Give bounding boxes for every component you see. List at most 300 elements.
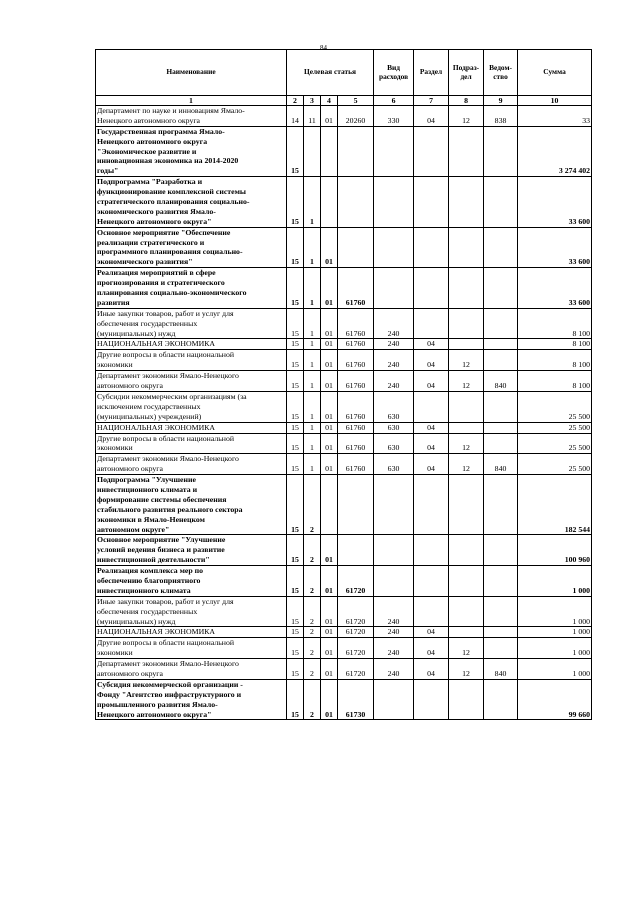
row-name [96, 177, 287, 227]
column-number: 3 [304, 96, 321, 106]
target-code-4: 61720 [338, 566, 374, 597]
budget-table [95, 49, 592, 720]
row-name [96, 566, 287, 597]
vedomstvo-cell: 840 [484, 454, 518, 475]
razdel-cell [414, 268, 449, 309]
vid-cell: 240 [374, 371, 414, 392]
target-code-3: 01 [321, 659, 338, 680]
row-name-line: Реализация комплекса мер по [97, 566, 204, 576]
summa-cell: 25 500 [518, 422, 592, 433]
row-name [96, 371, 287, 392]
target-code-2: 2 [304, 596, 321, 627]
target-code-2: 1 [304, 433, 321, 454]
row-name-line: Основное мероприятие "Обеспечение [97, 227, 231, 237]
table-row [96, 126, 592, 176]
razdel-cell: 04 [414, 638, 449, 659]
target-code-2: 1 [304, 227, 321, 268]
target-code-1: 15 [287, 566, 304, 597]
vid-cell: 630 [374, 433, 414, 454]
podrazdel-cell: 12 [449, 433, 484, 454]
column-number: 4 [321, 96, 338, 106]
row-name-line: автономном округе" [97, 524, 170, 534]
target-code-2: 1 [304, 350, 321, 371]
column-number: 9 [484, 96, 518, 106]
target-code-2: 1 [304, 454, 321, 475]
target-code-1: 15 [287, 227, 304, 268]
row-name-line: НАЦИОНАЛЬНАЯ ЭКОНОМИКА [97, 339, 216, 349]
row-name [96, 535, 287, 566]
target-code-4: 61720 [338, 659, 374, 680]
target-code-2 [304, 126, 321, 176]
row-name-line: Ненецкого автономного округа [97, 136, 208, 146]
column-number-row [96, 96, 592, 106]
razdel-cell [414, 391, 449, 422]
row-name-line: автономного округа [97, 464, 163, 474]
vedomstvo-cell [484, 422, 518, 433]
target-code-4: 61760 [338, 268, 374, 309]
summa-cell: 1 000 [518, 596, 592, 627]
row-name-line: Основное мероприятие "Улучшение [97, 535, 226, 545]
target-code-3: 01 [321, 106, 338, 127]
target-code-4: 61760 [338, 339, 374, 350]
column-number: 6 [374, 96, 414, 106]
podrazdel-cell: 12 [449, 454, 484, 475]
row-name-line: инновационная экономика на 2014-2020 [97, 156, 239, 166]
row-name-line: прогнозирования и стратегического [97, 278, 225, 288]
podrazdel-cell [449, 535, 484, 566]
row-name-line: Департамент экономики Ямало-Ненецкого [97, 659, 239, 669]
target-code-1: 15 [287, 350, 304, 371]
row-name [96, 227, 287, 268]
podrazdel-cell [449, 566, 484, 597]
target-code-4 [338, 177, 374, 227]
row-name-line: Департамент экономики Ямало-Ненецкого [97, 454, 239, 464]
vid-cell [374, 475, 414, 535]
vid-cell [374, 126, 414, 176]
summa-cell: 1 000 [518, 659, 592, 680]
target-code-4: 20260 [338, 106, 374, 127]
header-target: Целевая статья [287, 50, 374, 96]
summa-cell: 3 274 402 [518, 126, 592, 176]
vedomstvo-cell [484, 596, 518, 627]
row-name-line: Субсидия некоммерческой организации - [97, 679, 243, 689]
target-code-1: 15 [287, 433, 304, 454]
column-number: 8 [449, 96, 484, 106]
vedomstvo-cell [484, 126, 518, 176]
row-name [96, 268, 287, 309]
vid-cell: 240 [374, 339, 414, 350]
row-name-line: инвестиционной деятельности" [97, 555, 210, 565]
target-code-3: 01 [321, 350, 338, 371]
header-podrazdel: Подраз- дел [449, 50, 484, 96]
table-row [96, 627, 592, 638]
row-name-line: Ненецкого автономного округа" [97, 216, 212, 226]
row-name-line: формирование системы обеспечения [97, 494, 227, 504]
razdel-cell [414, 679, 449, 720]
row-name-line: Ненецкого автономного округа [97, 115, 201, 125]
vid-cell: 240 [374, 596, 414, 627]
summa-cell: 33 600 [518, 227, 592, 268]
row-name [96, 391, 287, 422]
vedomstvo-cell [484, 177, 518, 227]
vedomstvo-cell [484, 433, 518, 454]
column-number: 5 [338, 96, 374, 106]
vedomstvo-cell [484, 308, 518, 339]
target-code-4: 61730 [338, 679, 374, 720]
target-code-4 [338, 126, 374, 176]
vid-cell: 630 [374, 454, 414, 475]
target-code-1: 15 [287, 627, 304, 638]
podrazdel-cell [449, 227, 484, 268]
vid-cell: 330 [374, 106, 414, 127]
table-row [96, 227, 592, 268]
header-razdel: Раздел [414, 50, 449, 96]
summa-cell: 1 000 [518, 638, 592, 659]
column-number: 2 [287, 96, 304, 106]
target-code-3: 01 [321, 638, 338, 659]
podrazdel-cell [449, 422, 484, 433]
razdel-cell: 04 [414, 371, 449, 392]
razdel-cell [414, 227, 449, 268]
target-code-1: 15 [287, 422, 304, 433]
vid-cell: 240 [374, 350, 414, 371]
target-code-3: 01 [321, 454, 338, 475]
row-name-line: Департамент экономики Ямало-Ненецкого [97, 371, 239, 381]
vedomstvo-cell [484, 350, 518, 371]
target-code-4: 61760 [338, 308, 374, 339]
target-code-1: 15 [287, 659, 304, 680]
target-code-4: 61720 [338, 638, 374, 659]
target-code-1: 14 [287, 106, 304, 127]
vid-cell: 630 [374, 391, 414, 422]
target-code-2: 1 [304, 268, 321, 309]
target-code-2: 2 [304, 566, 321, 597]
row-name [96, 126, 287, 176]
table-row [96, 308, 592, 339]
row-name-line: Подпрограмма "Разработка и [97, 177, 203, 187]
vid-cell [374, 679, 414, 720]
header-name: Наименование [96, 50, 287, 96]
target-code-3: 01 [321, 596, 338, 627]
row-name-line: Иные закупки товаров, работ и услуг для [97, 596, 234, 606]
vedomstvo-cell [484, 679, 518, 720]
table-row [96, 475, 592, 535]
header-vid: Вид расходов [374, 50, 414, 96]
razdel-cell [414, 535, 449, 566]
row-name-line: НАЦИОНАЛЬНАЯ ЭКОНОМИКА [97, 422, 216, 432]
row-name-line: реализации стратегического и [97, 237, 205, 247]
row-name-line: стратегического планирования социально- [97, 197, 250, 207]
podrazdel-cell [449, 391, 484, 422]
target-code-1: 15 [287, 454, 304, 475]
target-code-4: 61760 [338, 422, 374, 433]
row-name-line: обеспечения государственных [97, 606, 198, 616]
row-name [96, 627, 287, 638]
target-code-4 [338, 535, 374, 566]
podrazdel-cell [449, 475, 484, 535]
podrazdel-cell [449, 177, 484, 227]
target-code-1: 15 [287, 126, 304, 176]
razdel-cell [414, 308, 449, 339]
target-code-1: 15 [287, 371, 304, 392]
target-code-3 [321, 475, 338, 535]
table-row [96, 339, 592, 350]
target-code-1: 15 [287, 177, 304, 227]
vedomstvo-cell: 838 [484, 106, 518, 127]
summa-cell: 100 960 [518, 535, 592, 566]
summa-cell: 33 600 [518, 177, 592, 227]
header-row [96, 50, 592, 96]
row-name-line: инвестиционного климата и [97, 484, 198, 494]
row-name-line: экономики [97, 648, 133, 658]
podrazdel-cell [449, 627, 484, 638]
target-code-1: 15 [287, 339, 304, 350]
target-code-2: 1 [304, 339, 321, 350]
vedomstvo-cell [484, 391, 518, 422]
summa-cell: 25 500 [518, 391, 592, 422]
table-row [96, 638, 592, 659]
row-name-line: Другие вопросы в области национальной [97, 638, 235, 648]
row-name-line: Государственная программа Ямало- [97, 126, 225, 136]
podrazdel-cell [449, 596, 484, 627]
row-name [96, 596, 287, 627]
target-code-2: 2 [304, 659, 321, 680]
target-code-4: 61720 [338, 596, 374, 627]
table-row [96, 679, 592, 720]
row-name-line: Другие вопросы в области национальной [97, 350, 235, 360]
target-code-1: 15 [287, 638, 304, 659]
razdel-cell [414, 475, 449, 535]
header-summa: Сумма [518, 50, 592, 96]
target-code-3: 01 [321, 679, 338, 720]
vedomstvo-cell [484, 566, 518, 597]
vedomstvo-cell [484, 227, 518, 268]
podrazdel-cell [449, 126, 484, 176]
page-number: 84 [320, 44, 327, 52]
target-code-3: 01 [321, 627, 338, 638]
table-row [96, 391, 592, 422]
summa-cell: 8 100 [518, 308, 592, 339]
summa-cell: 8 100 [518, 339, 592, 350]
row-name [96, 454, 287, 475]
vid-cell: 240 [374, 638, 414, 659]
razdel-cell [414, 566, 449, 597]
vid-cell: 240 [374, 627, 414, 638]
table-row [96, 535, 592, 566]
target-code-1: 15 [287, 308, 304, 339]
row-name-line: планирования социально-экономического [97, 288, 247, 298]
target-code-1: 15 [287, 475, 304, 535]
row-name-line: Ненецкого автономного округа" [97, 709, 212, 719]
row-name-line: Подпрограмма "Улучшение [97, 475, 196, 485]
target-code-1: 15 [287, 596, 304, 627]
target-code-3: 01 [321, 535, 338, 566]
target-code-4: 61760 [338, 371, 374, 392]
row-name [96, 339, 287, 350]
table-row [96, 106, 592, 127]
razdel-cell: 04 [414, 659, 449, 680]
row-name-line: Другие вопросы в области национальной [97, 433, 235, 443]
target-code-4: 61720 [338, 627, 374, 638]
row-name-line: инвестиционного климата [97, 585, 191, 595]
table-row [96, 433, 592, 454]
target-code-2: 2 [304, 475, 321, 535]
table-row [96, 268, 592, 309]
podrazdel-cell [449, 268, 484, 309]
vedomstvo-cell [484, 627, 518, 638]
vedomstvo-cell [484, 268, 518, 309]
razdel-cell: 04 [414, 433, 449, 454]
row-name-line: годы" [97, 166, 119, 176]
vid-cell [374, 535, 414, 566]
target-code-4: 61760 [338, 350, 374, 371]
table-row [96, 454, 592, 475]
target-code-3: 01 [321, 339, 338, 350]
row-name-line: экономического развития" [97, 257, 193, 267]
row-name-line: программного планирования социально- [97, 247, 243, 257]
razdel-cell: 04 [414, 627, 449, 638]
row-name-line: стабильного развития реального сектора [97, 504, 243, 514]
summa-cell: 8 100 [518, 371, 592, 392]
row-name-line: Субсидии некоммерческим организациям (за [97, 391, 247, 401]
row-name-line: условий ведения бизнеса и развитие [97, 545, 225, 555]
summa-cell: 25 500 [518, 433, 592, 454]
target-code-2: 1 [304, 308, 321, 339]
row-name-line: (муниципальных) нужд [97, 328, 176, 338]
target-code-1: 15 [287, 391, 304, 422]
target-code-2: 1 [304, 177, 321, 227]
target-code-3: 01 [321, 268, 338, 309]
target-code-3: 01 [321, 391, 338, 422]
table-row [96, 659, 592, 680]
razdel-cell [414, 596, 449, 627]
target-code-3: 01 [321, 433, 338, 454]
row-name [96, 679, 287, 720]
column-number: 7 [414, 96, 449, 106]
target-code-1: 15 [287, 268, 304, 309]
row-name-line: исключением государственных [97, 401, 201, 411]
target-code-3: 01 [321, 371, 338, 392]
row-name-line: "Экономическое развитие и [97, 146, 197, 156]
target-code-3 [321, 126, 338, 176]
row-name-line: обеспечения государственных [97, 318, 198, 328]
target-code-3 [321, 177, 338, 227]
summa-cell: 182 544 [518, 475, 592, 535]
vedomstvo-cell: 840 [484, 659, 518, 680]
vedomstvo-cell [484, 339, 518, 350]
vedomstvo-cell: 840 [484, 371, 518, 392]
vid-cell [374, 227, 414, 268]
target-code-1: 15 [287, 679, 304, 720]
target-code-3: 01 [321, 422, 338, 433]
target-code-2: 2 [304, 535, 321, 566]
table-body [96, 106, 592, 720]
summa-cell: 1 000 [518, 566, 592, 597]
vedomstvo-cell [484, 475, 518, 535]
target-code-2: 2 [304, 638, 321, 659]
row-name-line: обеспечению благоприятного [97, 575, 201, 585]
vid-cell: 240 [374, 659, 414, 680]
table-row [96, 566, 592, 597]
razdel-cell: 04 [414, 339, 449, 350]
target-code-3: 01 [321, 566, 338, 597]
target-code-2: 1 [304, 422, 321, 433]
row-name-line: экономики [97, 360, 133, 370]
target-code-2: 1 [304, 371, 321, 392]
row-name-line: (муниципальных) нужд [97, 616, 176, 626]
row-name-line: Департамент по науке и инновациям Ямало- [97, 106, 245, 115]
row-name-line: Иные закупки товаров, работ и услуг для [97, 308, 234, 318]
column-number: 10 [518, 96, 592, 106]
podrazdel-cell [449, 679, 484, 720]
vid-cell [374, 177, 414, 227]
vedomstvo-cell [484, 638, 518, 659]
razdel-cell: 04 [414, 350, 449, 371]
row-name-line: экономического развития Ямало- [97, 206, 216, 216]
podrazdel-cell: 12 [449, 659, 484, 680]
vid-cell [374, 268, 414, 309]
row-name-line: экономики в Ямало-Ненецком [97, 514, 205, 524]
vid-cell [374, 566, 414, 597]
target-code-2: 11 [304, 106, 321, 127]
summa-cell: 33 600 [518, 268, 592, 309]
row-name [96, 422, 287, 433]
target-code-4: 61760 [338, 433, 374, 454]
summa-cell: 33 [518, 106, 592, 127]
podrazdel-cell: 12 [449, 638, 484, 659]
table-row [96, 350, 592, 371]
target-code-3: 01 [321, 308, 338, 339]
row-name-line: автономного округа [97, 668, 163, 678]
row-name-line: (муниципальных) учреждений) [97, 411, 202, 421]
razdel-cell [414, 126, 449, 176]
row-name [96, 659, 287, 680]
row-name [96, 350, 287, 371]
podrazdel-cell: 12 [449, 350, 484, 371]
target-code-4 [338, 475, 374, 535]
podrazdel-cell [449, 308, 484, 339]
row-name-line: развития [97, 297, 130, 307]
target-code-4: 61760 [338, 391, 374, 422]
summa-cell: 99 660 [518, 679, 592, 720]
razdel-cell: 04 [414, 106, 449, 127]
row-name-line: автономного округа [97, 381, 163, 391]
target-code-4: 61760 [338, 454, 374, 475]
podrazdel-cell: 12 [449, 106, 484, 127]
target-code-2: 2 [304, 627, 321, 638]
row-name-line: Реализация мероприятий в сфере [97, 268, 216, 278]
vedomstvo-cell [484, 535, 518, 566]
target-code-2: 2 [304, 679, 321, 720]
row-name-line: НАЦИОНАЛЬНАЯ ЭКОНОМИКА [97, 627, 216, 637]
header-vedomstvo: Ведом- ство [484, 50, 518, 96]
razdel-cell: 04 [414, 454, 449, 475]
row-name [96, 106, 287, 127]
row-name [96, 308, 287, 339]
row-name [96, 475, 287, 535]
razdel-cell [414, 177, 449, 227]
row-name-line: промышленного развития Ямало- [97, 699, 218, 709]
table-row [96, 177, 592, 227]
target-code-4 [338, 227, 374, 268]
row-name-line: экономики [97, 443, 133, 453]
vid-cell: 240 [374, 308, 414, 339]
table-row [96, 596, 592, 627]
row-name-line: функционирование комплексной системы [97, 187, 246, 197]
target-code-2: 1 [304, 391, 321, 422]
row-name [96, 433, 287, 454]
target-code-3: 01 [321, 227, 338, 268]
